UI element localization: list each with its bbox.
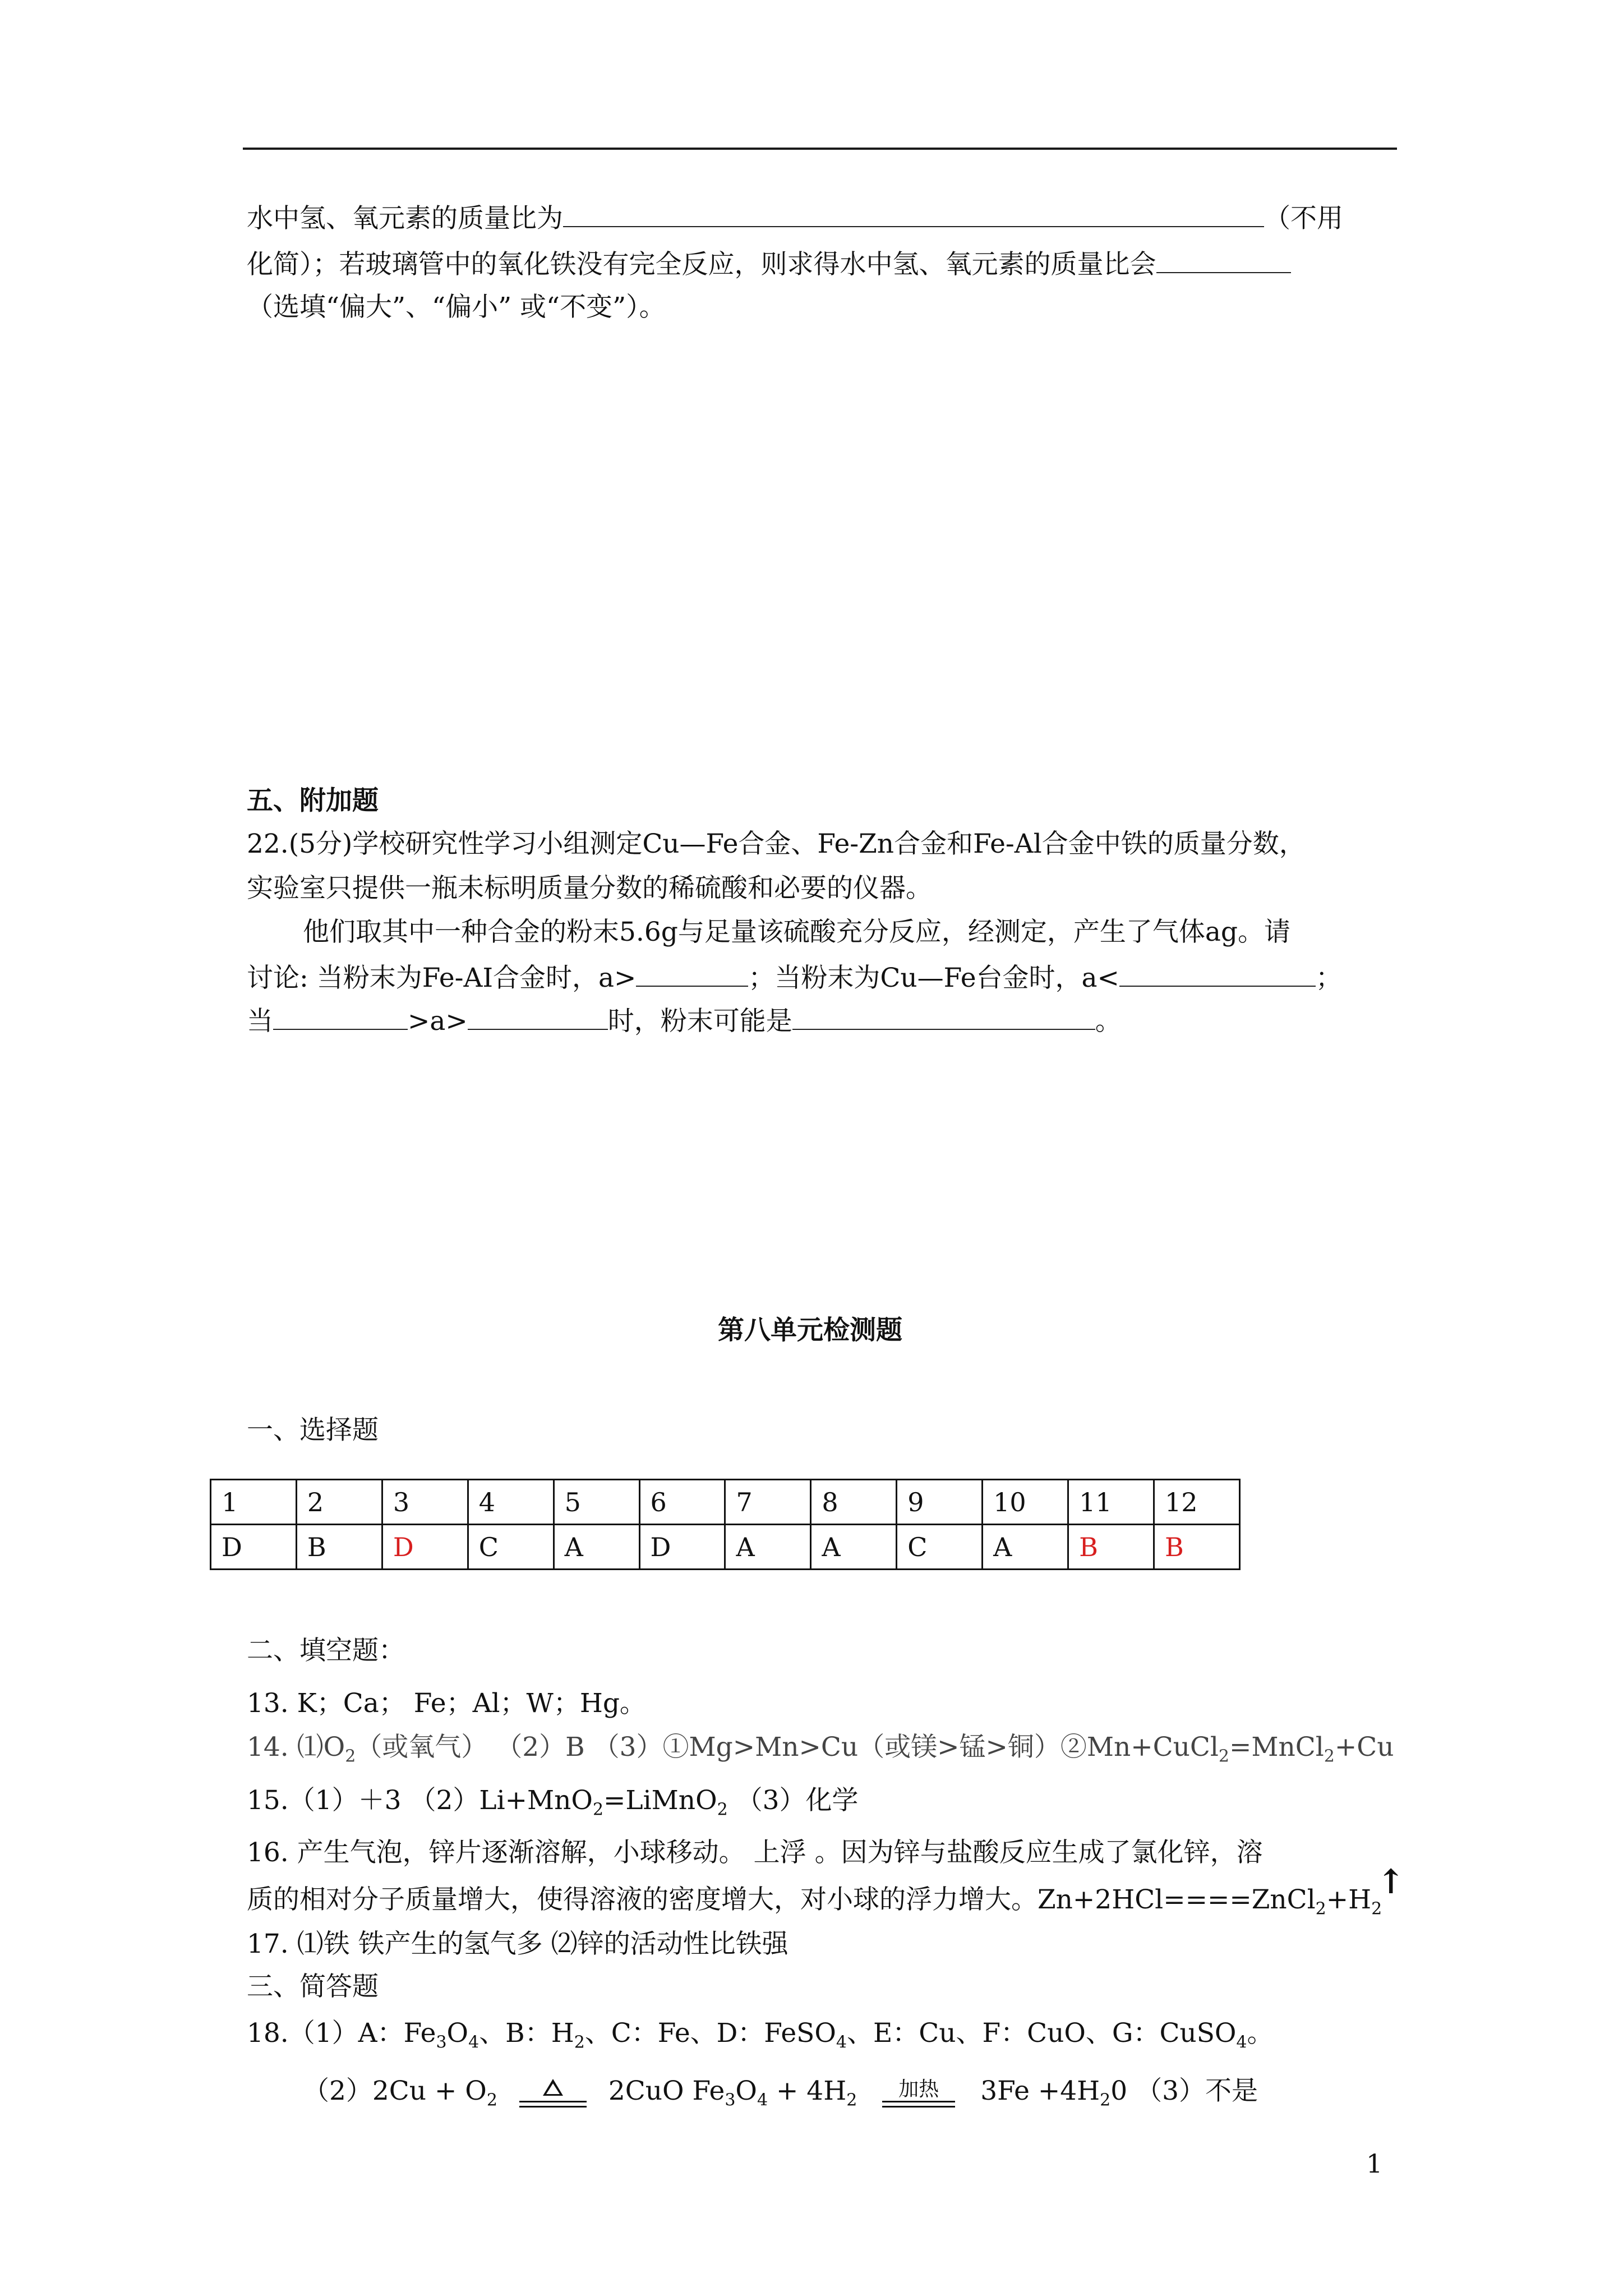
blank-line xyxy=(563,200,1264,227)
text: 。 xyxy=(1247,2018,1274,2049)
text: 15.（1）＋3 （2）Li+MnO xyxy=(247,1785,593,1816)
text: ； xyxy=(1315,963,1342,993)
table-cell: 2 xyxy=(296,1480,382,1525)
text: （2）2Cu + O xyxy=(303,2076,487,2106)
text: 18.（1）A：Fe xyxy=(247,2018,436,2049)
subscript: 2 xyxy=(1100,2090,1111,2110)
text: 时，粉末可能是 xyxy=(607,1006,792,1037)
section-heading-extra: 五、附加题 xyxy=(247,785,379,816)
q22-line4 xyxy=(247,960,1342,995)
subscript: 2 xyxy=(486,2090,497,2110)
text: ；当粉末为Cu—Fe台金时，a< xyxy=(748,963,1119,993)
text: +Cu xyxy=(1334,1732,1394,1763)
subscript: 3 xyxy=(725,2090,736,2110)
subscript: 2 xyxy=(1218,1746,1229,1766)
text: >a> xyxy=(408,1006,468,1037)
text: =LiMnO xyxy=(603,1785,717,1816)
q16-answer-line2 xyxy=(247,1883,1382,1917)
page-number: 1 xyxy=(1366,2148,1383,2179)
q22-line1: 22.(5分)学校研究性学习小组测定Cu—Fe合金、Fe-Zn合金和Fe-Al合金中铁的质量分数， xyxy=(247,829,1306,859)
subscript: 4 xyxy=(757,2090,768,2110)
section-fill: 二、填空题： xyxy=(247,1635,405,1666)
text: 讨论: 当粉末为Fe-AI合金时，a> xyxy=(247,963,637,993)
table-cell: A xyxy=(554,1525,639,1570)
text: O xyxy=(735,2076,757,2106)
answer-table xyxy=(210,1479,1241,1570)
q17-answer: 17. ⑴铁 铁产生的氢气多 ⑵锌的活动性比铁强 xyxy=(247,1929,789,1959)
text: 、E：Cu、F：CuO、G：CuSO xyxy=(847,2018,1237,2049)
q22-line5 xyxy=(247,1003,1122,1038)
subscript: 2 xyxy=(592,1800,604,1820)
triangle-icon xyxy=(543,2079,563,2096)
text: （不用 xyxy=(1264,203,1343,234)
q22-line2: 实验室只提供一瓶未标明质量分数的稀硫酸和必要的仪器。 xyxy=(247,873,932,904)
q16-answer-line1: 16. 产生气泡，锌片逐渐溶解，小球移动。 上浮 。因为锌与盐酸反应生成了氯化锌，溶 xyxy=(247,1837,1263,1868)
table-cell: D xyxy=(382,1525,468,1570)
table-cell: 4 xyxy=(468,1480,554,1525)
subscript: 2 xyxy=(846,2090,857,2110)
table-cell: 6 xyxy=(639,1480,725,1525)
table-cell: 11 xyxy=(1068,1480,1154,1525)
text: 3Fe +4H xyxy=(980,2076,1100,2106)
text: 0 （3）不是 xyxy=(1110,2076,1258,2106)
table-row xyxy=(211,1480,1240,1525)
subscript: 2 xyxy=(717,1800,728,1820)
text: O xyxy=(446,2018,469,2049)
table-cell: A xyxy=(725,1525,811,1570)
subscript: 3 xyxy=(436,2032,447,2053)
q-mass-ratio-line3: （选填“偏大”、“偏小” 或“不变”）。 xyxy=(247,292,666,323)
table-cell: 1 xyxy=(211,1480,297,1525)
q13-answer: 13. K；Ca； Fe；Al；W；Hg。 xyxy=(247,1688,646,1719)
text: 水中氢、氧元素的质量 xyxy=(247,203,510,234)
table-row xyxy=(211,1525,1240,1570)
table-cell: 7 xyxy=(725,1480,811,1525)
text: 比为 xyxy=(510,203,563,234)
table-cell: 3 xyxy=(382,1480,468,1525)
table-cell: B xyxy=(296,1525,382,1570)
blank-line xyxy=(792,1003,1095,1030)
q15-answer xyxy=(247,1784,859,1818)
table-cell: B xyxy=(1154,1525,1239,1570)
subscript: 2 xyxy=(345,1746,356,1766)
text: +H xyxy=(1326,1884,1372,1915)
section-choice: 一、选择题 xyxy=(247,1415,379,1446)
text: 14. ⑴O xyxy=(247,1732,345,1763)
subscript: 2 xyxy=(1324,1746,1335,1766)
table-cell: 12 xyxy=(1154,1480,1239,1525)
heat-condition-sign xyxy=(519,2078,587,2108)
triangle-heat-icon xyxy=(519,2078,587,2101)
text: （或氧气） （2）B （3）①Mg>Mn>Cu（或镁>锰>铜）②Mn+CuCl xyxy=(356,1732,1219,1763)
table-cell: A xyxy=(811,1525,897,1570)
table-cell: B xyxy=(1068,1525,1154,1570)
text: 。 xyxy=(1095,1006,1122,1037)
blank-line xyxy=(273,1003,408,1030)
table-cell: 10 xyxy=(983,1480,1068,1525)
q18-answer-2 xyxy=(303,2074,1258,2108)
header-rule xyxy=(243,148,1397,150)
q14-answer xyxy=(247,1731,1394,1764)
table-cell: A xyxy=(983,1525,1068,1570)
table-cell: C xyxy=(468,1525,554,1570)
q-mass-ratio-line2 xyxy=(247,246,1291,282)
subscript: 4 xyxy=(836,2032,847,2053)
text: + 4H xyxy=(768,2076,847,2106)
section-short-answer: 三、简答题 xyxy=(247,1971,379,2002)
equals-bars xyxy=(882,2101,955,2108)
q22-line3: 他们取其中一种合金的粉末5.6g与足量该硫酸充分反应，经测定，产生了气体ag。请 xyxy=(303,917,1290,947)
gas-up-arrow-icon: ↑ xyxy=(1377,1862,1405,1902)
table-cell: 8 xyxy=(811,1480,897,1525)
text: 、C：Fe、D：FeSO xyxy=(584,2018,836,2049)
text: =MnCl xyxy=(1229,1732,1324,1763)
equals-bars xyxy=(519,2101,587,2108)
text: 当 xyxy=(247,1006,273,1037)
blank-line xyxy=(468,1003,608,1030)
table-cell: 9 xyxy=(897,1480,983,1525)
text: （3）化学 xyxy=(727,1785,859,1816)
table-cell: D xyxy=(211,1525,297,1570)
q-mass-ratio-line1 xyxy=(247,200,1343,236)
text: 质的相对分子质量增大，使得溶液的密度增大，对小球的浮力增大。Zn+2HCl====ZnCl xyxy=(247,1884,1316,1915)
blank-line xyxy=(1119,960,1316,987)
subscript: 4 xyxy=(1236,2032,1247,2053)
table-cell: D xyxy=(639,1525,725,1570)
subscript: 2 xyxy=(1315,1899,1326,1919)
text: 2CuO Fe xyxy=(608,2076,725,2106)
blank-line xyxy=(636,960,748,987)
page-title: 第八单元检测题 xyxy=(718,1315,902,1346)
table-cell: 5 xyxy=(554,1480,639,1525)
text: 化简）；若玻璃管中的氧化铁没有完全反应，则求得水中氢、氧元素的质量比会 xyxy=(247,249,1156,280)
subscript: 2 xyxy=(1371,1899,1382,1919)
text: 、B：H xyxy=(479,2018,574,2049)
subscript: 4 xyxy=(468,2032,479,2053)
table-cell: C xyxy=(897,1525,983,1570)
subscript: 2 xyxy=(574,2032,585,2053)
heat-condition-sign xyxy=(882,2078,955,2108)
heat-condition-label: 加热 xyxy=(898,2078,939,2101)
q18-answer-1 xyxy=(247,2017,1274,2053)
blank-line xyxy=(1156,246,1291,273)
